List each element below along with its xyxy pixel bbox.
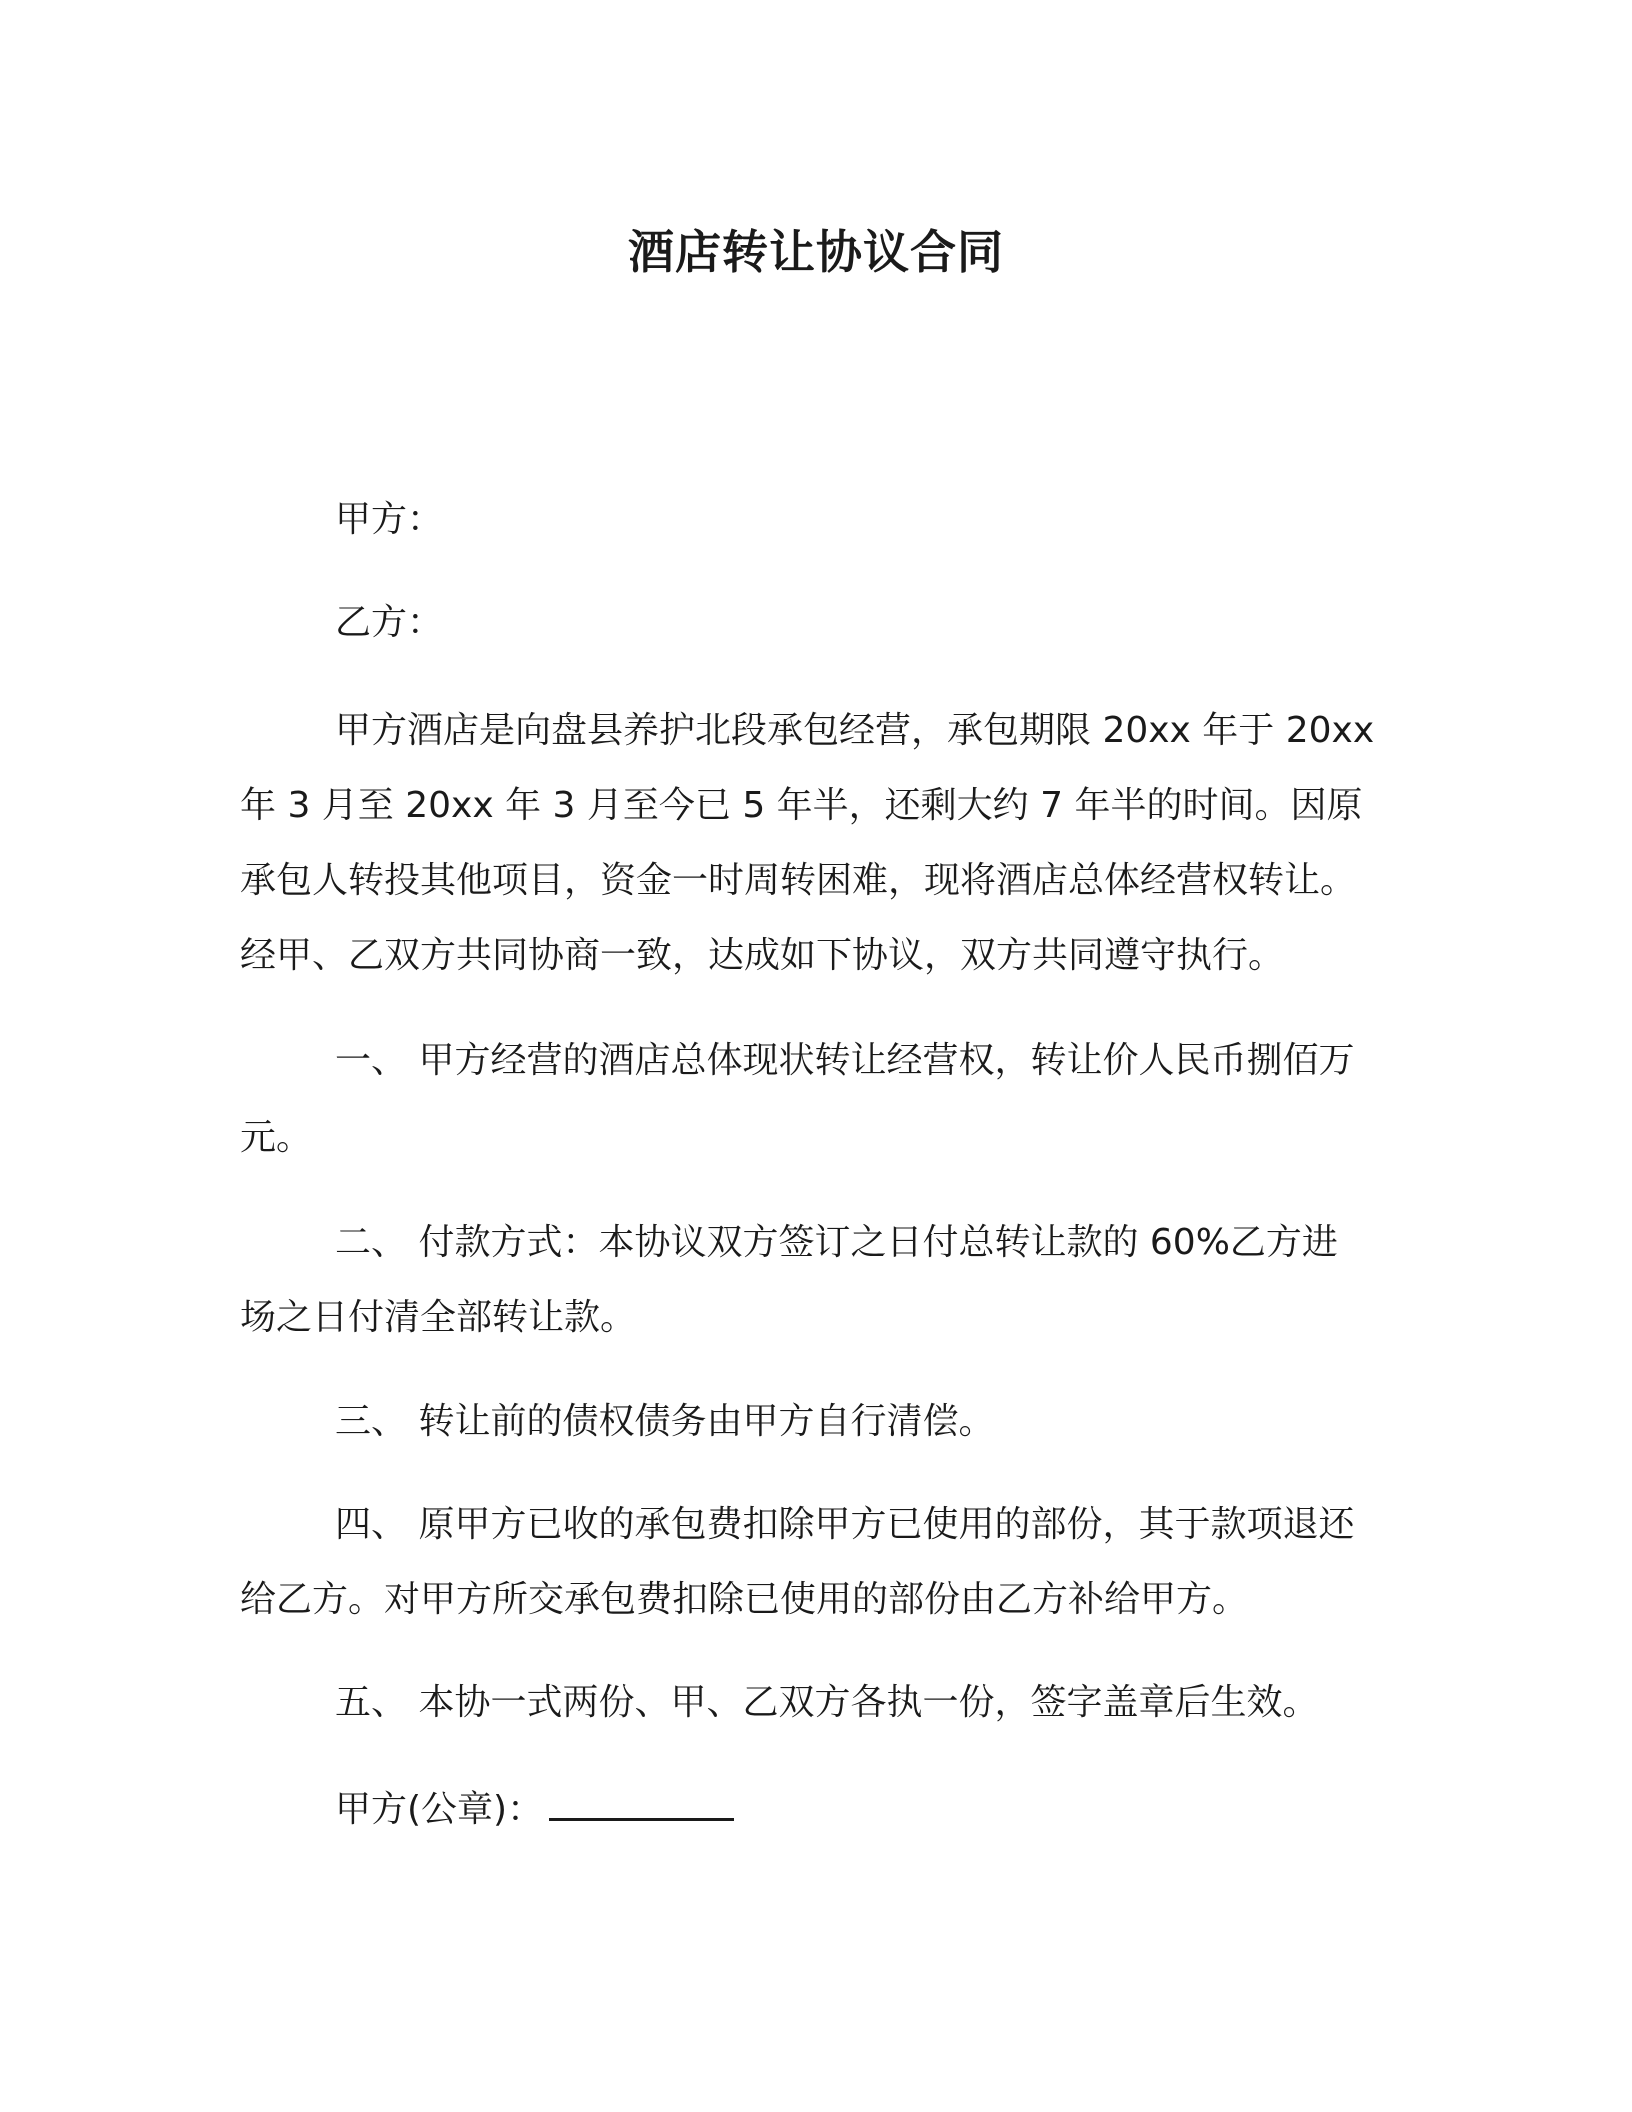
signature-block-party-a: [335, 1782, 734, 1835]
clause-4-line-1: 四、 原甲方已收的承包费扣除甲方已使用的部份，其于款项退还: [335, 1504, 1355, 1545]
clause-2-line-1: 二、 付款方式：本协议双方签订之日付总转让款的 60%乙方进: [335, 1222, 1338, 1263]
clause-4-line-2: 给乙方。对甲方所交承包费扣除已使用的部份由乙方补给甲方。: [240, 1579, 1249, 1620]
party-b-label: 乙方：: [335, 602, 444, 643]
document-title: 酒店转让协议合同: [628, 225, 1004, 279]
preamble-line-2: 年 3 月至 20xx 年 3 月至今已 5 年半，还剩大约 7 年半的时间。因原: [240, 785, 1363, 826]
preamble-line-3: 承包人转投其他项目，资金一时周转困难，现将酒店总体经营权转让。: [240, 860, 1357, 901]
clause-1-line-2: 元。: [240, 1117, 313, 1158]
clause-5: 五、 本协一式两份、甲、乙双方各执一份，签字盖章后生效。: [335, 1682, 1319, 1723]
party-a-label: 甲方：: [335, 499, 444, 540]
clause-3: 三、 转让前的债权债务由甲方自行清偿。: [335, 1401, 995, 1442]
signature-blank-line: [549, 1782, 734, 1821]
signature-label-party-a: 甲方(公章)：: [335, 1789, 544, 1830]
preamble-line-4: 经甲、乙双方共同协商一致，达成如下协议，双方共同遵守执行。: [240, 935, 1285, 976]
clause-2-line-2: 场之日付清全部转让款。: [240, 1297, 637, 1338]
preamble-line-1: 甲方酒店是向盘县养护北段承包经营，承包期限 20xx 年于 20xx: [335, 710, 1375, 751]
clause-1-line-1: 一、 甲方经营的酒店总体现状转让经营权，转让价人民币捌佰万: [335, 1040, 1355, 1081]
